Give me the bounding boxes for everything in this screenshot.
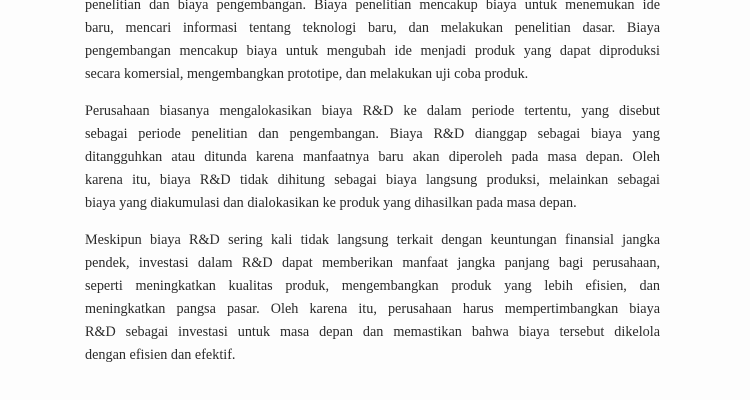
paragraph-line: baru, mencari informasi tentang teknologi baru, dan melakukan penelitian dasar. Biaya xyxy=(85,20,660,36)
paragraph-line: meningkatkan pangsa pasar. Oleh karena itu, perusahaan harus mempertimbangkan biaya xyxy=(85,301,660,317)
paragraph-line: sebagai periode penelitian dan pengembangan. Biaya R&D dianggap sebagai biaya yang xyxy=(85,126,660,142)
paragraph-line: Perusahaan biasanya mengalokasikan biaya R&D ke dalam periode tertentu, yang disebut xyxy=(85,103,660,119)
paragraph-line: biaya yang diakumulasi dan dialokasikan ke produk yang dihasilkan pada masa depan. xyxy=(85,195,577,211)
paragraph-3 xyxy=(85,229,660,367)
paragraph-line: pendek, investasi dalam R&D dapat memberikan manfaat jangka panjang bagi perusahaan, xyxy=(85,255,660,271)
paragraph-line: karena itu, biaya R&D tidak dihitung sebagai biaya langsung produksi, melainkan sebagai xyxy=(85,172,660,188)
paragraph-line: dengan efisien dan efektif. xyxy=(85,347,236,363)
paragraph-2 xyxy=(85,100,660,215)
paragraph-line: penelitian dan biaya pengembangan. Biaya penelitian mencakup biaya untuk menemukan ide xyxy=(85,0,660,13)
paragraph-line: R&D sebagai investasi untuk masa depan dan memastikan bahwa biaya tersebut dikelola xyxy=(85,324,660,340)
paragraph-line: secara komersial, mengembangkan prototipe, dan melakukan uji coba produk. xyxy=(85,66,529,82)
paragraph-line: Meskipun biaya R&D sering kali tidak langsung terkait dengan keuntungan finansial jangka xyxy=(85,232,660,248)
document-body xyxy=(85,0,660,381)
paragraph-line: ditangguhkan atau ditunda karena manfaatnya baru akan diperoleh pada masa depan. Oleh xyxy=(85,149,660,165)
paragraph-1 xyxy=(85,0,660,86)
paragraph-line: seperti meningkatkan kualitas produk, mengembangkan produk yang lebih efisien, dan xyxy=(85,278,660,294)
paragraph-line: pengembangan mencakup biaya untuk mengubah ide menjadi produk yang dapat diproduksi xyxy=(85,43,660,59)
